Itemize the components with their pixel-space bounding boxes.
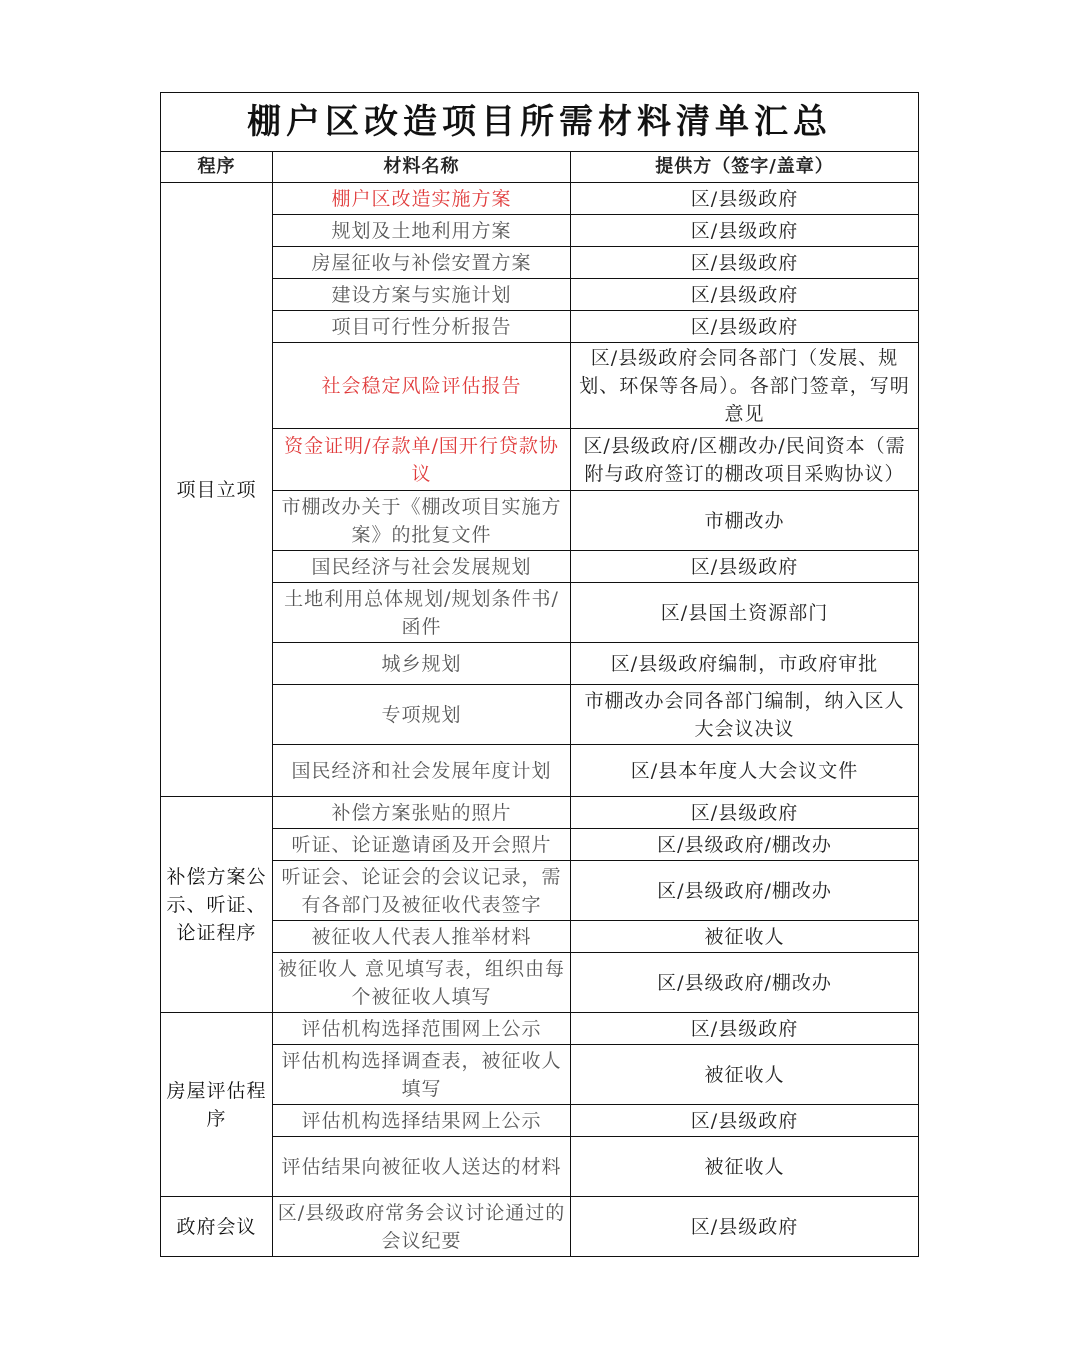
table-row (161, 311, 919, 343)
provider-cell: 区/县级政府 (571, 279, 919, 311)
material-cell: 建设方案与实施计划 (273, 279, 571, 311)
table-row (161, 583, 919, 643)
page-title: 棚户区改造项目所需材料清单汇总 (161, 93, 919, 152)
material-cell: 评估机构选择调查表，被征收人填写 (273, 1045, 571, 1105)
material-cell: 补偿方案张贴的照片 (273, 797, 571, 829)
table-row (161, 921, 919, 953)
table-row (161, 1013, 919, 1045)
provider-cell: 被征收人 (571, 1045, 919, 1105)
material-cell: 棚户区改造实施方案 (273, 183, 571, 215)
table-row (161, 953, 919, 1013)
provider-cell: 区/县级政府/棚改办 (571, 953, 919, 1013)
material-cell: 听证会、论证会的会议记录，需有各部门及被征收代表签字 (273, 861, 571, 921)
provider-cell: 市棚改办会同各部门编制，纳入区人大会议决议 (571, 685, 919, 745)
table-body (161, 183, 919, 1257)
material-cell: 评估机构选择范围网上公示 (273, 1013, 571, 1045)
provider-cell: 区/县级政府/区棚改办/民间资本（需附与政府签订的棚改项目采购协议） (571, 429, 919, 491)
material-cell: 国民经济和社会发展年度计划 (273, 745, 571, 797)
table-row (161, 643, 919, 685)
material-cell: 区/县级政府常务会议讨论通过的会议纪要 (273, 1197, 571, 1257)
provider-cell: 区/县级政府 (571, 1105, 919, 1137)
material-cell: 被征收人 意见填写表，组织由每个被征收人填写 (273, 953, 571, 1013)
table-row (161, 429, 919, 491)
table-row (161, 1105, 919, 1137)
provider-cell: 区/县级政府 (571, 1013, 919, 1045)
table-row (161, 829, 919, 861)
table-row (161, 861, 919, 921)
material-cell: 土地利用总体规划/规划条件书/函件 (273, 583, 571, 643)
procedure-cell: 政府会议 (161, 1197, 273, 1257)
material-cell: 被征收人代表人推举材料 (273, 921, 571, 953)
table-row (161, 1137, 919, 1197)
table-row (161, 183, 919, 215)
procedure-cell: 房屋评估程序 (161, 1013, 273, 1197)
column-header-material: 材料名称 (273, 152, 571, 183)
material-cell: 评估机构选择结果网上公示 (273, 1105, 571, 1137)
table-row (161, 215, 919, 247)
provider-cell: 市棚改办 (571, 491, 919, 551)
table-row (161, 745, 919, 797)
material-cell: 评估结果向被征收人送达的材料 (273, 1137, 571, 1197)
table-row (161, 797, 919, 829)
table-row (161, 1045, 919, 1105)
provider-cell: 被征收人 (571, 1137, 919, 1197)
material-cell: 房屋征收与补偿安置方案 (273, 247, 571, 279)
table-row (161, 343, 919, 429)
provider-cell: 区/县级政府 (571, 247, 919, 279)
provider-cell: 区/县本年度人大会议文件 (571, 745, 919, 797)
material-cell: 城乡规划 (273, 643, 571, 685)
table-row (161, 279, 919, 311)
column-header-procedure: 程序 (161, 152, 273, 183)
table-row (161, 491, 919, 551)
procedure-cell: 补偿方案公示、听证、论证程序 (161, 797, 273, 1013)
material-cell: 社会稳定风险评估报告 (273, 343, 571, 429)
provider-cell: 区/县级政府 (571, 311, 919, 343)
provider-cell: 区/县级政府/棚改办 (571, 829, 919, 861)
provider-cell: 区/县级政府 (571, 551, 919, 583)
material-cell: 听证、论证邀请函及开会照片 (273, 829, 571, 861)
table-row (161, 685, 919, 745)
provider-cell: 区/县级政府 (571, 183, 919, 215)
provider-cell: 区/县级政府会同各部门（发展、规划、环保等各局）。各部门签章，写明意见 (571, 343, 919, 429)
column-header-provider: 提供方（签字/盖章） (571, 152, 919, 183)
materials-table (160, 92, 919, 1257)
provider-cell: 区/县国土资源部门 (571, 583, 919, 643)
table-row (161, 1197, 919, 1257)
procedure-cell: 项目立项 (161, 183, 273, 797)
material-cell: 规划及土地利用方案 (273, 215, 571, 247)
provider-cell: 区/县级政府 (571, 1197, 919, 1257)
provider-cell: 被征收人 (571, 921, 919, 953)
provider-cell: 区/县级政府/棚改办 (571, 861, 919, 921)
material-cell: 国民经济与社会发展规划 (273, 551, 571, 583)
table-row (161, 247, 919, 279)
provider-cell: 区/县级政府 (571, 797, 919, 829)
table-row (161, 551, 919, 583)
material-cell: 资金证明/存款单/国开行贷款协议 (273, 429, 571, 491)
material-cell: 专项规划 (273, 685, 571, 745)
material-cell: 市棚改办关于《棚改项目实施方案》的批复文件 (273, 491, 571, 551)
provider-cell: 区/县级政府 (571, 215, 919, 247)
provider-cell: 区/县级政府编制，市政府审批 (571, 643, 919, 685)
material-cell: 项目可行性分析报告 (273, 311, 571, 343)
